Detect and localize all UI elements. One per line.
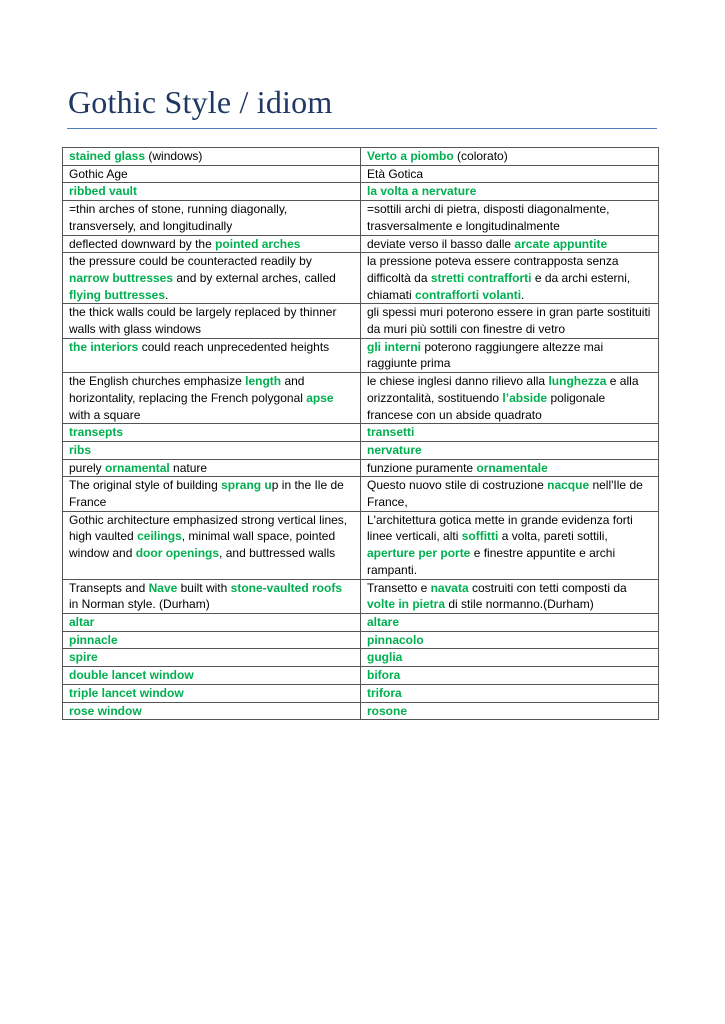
table-row: [63, 338, 659, 372]
keyword-text: double lancet window: [69, 668, 194, 683]
table-row: [63, 649, 659, 667]
plain-text: e alla orizzontalità, sostituendo: [367, 374, 639, 405]
keyword-text: arcate appuntite: [514, 236, 608, 251]
italian-term-cell: [361, 613, 659, 631]
keyword-text: ornamental: [105, 460, 170, 475]
keyword-text: stained glass: [69, 149, 146, 163]
keyword-text: pinnacle: [69, 632, 118, 647]
english-term-cell: [63, 304, 361, 338]
keyword-text: sprang u: [221, 478, 272, 493]
italian-term-cell: [361, 165, 659, 183]
table-row: [63, 304, 659, 338]
italian-term-cell: [361, 631, 659, 649]
table-row: [63, 148, 659, 166]
english-term-cell: [63, 165, 361, 183]
italian-term-cell: [361, 459, 659, 477]
plain-text: nell'Ile de France,: [367, 478, 643, 510]
english-term-cell: [63, 702, 361, 720]
plain-text: Questo nuovo stile di costruzione: [367, 478, 548, 493]
keyword-text: length: [245, 374, 282, 389]
table-row: [63, 441, 659, 459]
plain-text: funzione puramente: [367, 460, 477, 475]
italian-term-cell: [361, 338, 659, 372]
keyword-text: stone-vaulted roofs: [230, 580, 343, 595]
keyword-text: stretti contrafforti: [430, 270, 532, 285]
italian-term-cell: [361, 373, 659, 424]
plain-text: di stile normanno.(Durham): [445, 597, 594, 612]
italian-term-cell: [361, 304, 659, 338]
keyword-text: triple lancet window: [69, 685, 184, 700]
plain-text: Transepts and: [69, 580, 149, 595]
keyword-text: altar: [69, 614, 95, 629]
title-underline: [67, 128, 657, 129]
plain-text: deflected downward by the: [69, 236, 216, 251]
table-row: [63, 579, 659, 613]
glossary-body: [63, 148, 659, 720]
plain-text: in Norman style. (Durham): [69, 597, 210, 612]
page-title: Gothic Style / idiom: [68, 84, 333, 120]
keyword-text: spire: [69, 650, 98, 665]
plain-text: L'architettura gotica mette in grande evidenza forti linee verticali, alti: [367, 512, 633, 544]
english-term-cell: [63, 667, 361, 685]
plain-text: le chiese inglesi danno rilievo alla: [367, 374, 549, 389]
italian-term-cell: [361, 477, 659, 511]
english-term-cell: [63, 201, 361, 235]
plain-text: the thick walls could be largely replaced by thinner walls with glass windows: [69, 305, 337, 337]
plain-text: Età Gotica: [367, 166, 424, 181]
keyword-text: ribbed vault: [69, 184, 138, 199]
plain-text: =sottili archi di pietra, disposti diagonalmente, trasversalmente e longitudinalmente: [367, 202, 610, 233]
italian-term-cell: [361, 579, 659, 613]
keyword-text: aperture per porte: [367, 546, 471, 561]
keyword-text: nacque: [547, 478, 590, 493]
english-term-cell: [63, 183, 361, 201]
keyword-text: la volta a nervature: [367, 184, 477, 199]
keyword-text: door openings: [135, 546, 220, 561]
english-term-cell: [63, 148, 361, 166]
keyword-text: altare: [367, 614, 400, 629]
italian-term-cell: [361, 441, 659, 459]
table-row: [63, 373, 659, 424]
english-term-cell: [63, 441, 361, 459]
keyword-text: l’abside: [502, 390, 548, 405]
keyword-text: nervature: [367, 442, 422, 457]
plain-text: , minimal wall space, pointed window and: [69, 529, 336, 561]
table-row: [63, 613, 659, 631]
table-row: [63, 684, 659, 702]
keyword-text: apse: [306, 390, 334, 405]
table-row: [63, 667, 659, 685]
english-term-cell: [63, 631, 361, 649]
keyword-text: lunghezza: [548, 374, 607, 389]
table-row: [63, 631, 659, 649]
table-row: [63, 183, 659, 201]
keyword-text: transetti: [367, 425, 415, 440]
plain-text: the English churches emphasize: [69, 374, 246, 389]
plain-text: and by external arches, called: [173, 270, 336, 285]
italian-term-cell: [361, 667, 659, 685]
italian-term-cell: [361, 235, 659, 253]
keyword-text: pinnacolo: [367, 632, 424, 647]
plain-text: could reach unprecedented heights: [138, 339, 330, 354]
plain-text: e da archi esterni, chiamati: [367, 270, 631, 302]
keyword-text: contrafforti volanti: [415, 287, 522, 302]
english-term-cell: [63, 235, 361, 253]
table-row: [63, 253, 659, 304]
italian-term-cell: [361, 148, 659, 166]
english-term-cell: [63, 511, 361, 579]
plain-text: nature: [169, 460, 208, 475]
table-row: [63, 235, 659, 253]
plain-text: built with: [177, 580, 231, 595]
table-row: [63, 459, 659, 477]
keyword-text: navata: [430, 580, 469, 595]
english-term-cell: [63, 253, 361, 304]
keyword-text: Nave: [148, 580, 178, 595]
glossary-table: [62, 147, 659, 720]
plain-text: the pressure could be counteracted readily by: [69, 254, 312, 269]
plain-text: and horizontality, replacing the French polygonal: [69, 374, 307, 405]
keyword-text: trifora: [367, 685, 402, 700]
keyword-text: guglia: [367, 650, 403, 665]
english-term-cell: [63, 338, 361, 372]
plain-text: e finestre appuntite e archi rampanti.: [367, 546, 616, 577]
plain-text: (windows): [145, 149, 203, 163]
english-term-cell: [63, 684, 361, 702]
italian-term-cell: [361, 424, 659, 442]
italian-term-cell: [361, 253, 659, 304]
keyword-text: rosone: [367, 703, 408, 718]
english-term-cell: [63, 373, 361, 424]
plain-text: a volta, pareti sottili,: [498, 529, 608, 544]
keyword-text: bifora: [367, 668, 401, 683]
plain-text: with a square: [69, 407, 141, 422]
table-row: [63, 511, 659, 579]
keyword-text: pointed arches: [215, 236, 301, 251]
plain-text: purely: [69, 460, 106, 475]
keyword-text: transepts: [69, 425, 124, 440]
keyword-text: ornamentale: [476, 460, 548, 475]
plain-text: deviate verso il basso dalle: [367, 236, 515, 251]
plain-text: .: [521, 287, 525, 302]
keyword-text: soffitti: [461, 529, 499, 544]
italian-term-cell: [361, 684, 659, 702]
english-term-cell: [63, 424, 361, 442]
table-row: [63, 424, 659, 442]
table-row: [63, 165, 659, 183]
italian-term-cell: [361, 702, 659, 720]
english-term-cell: [63, 613, 361, 631]
keyword-text: ribs: [69, 442, 92, 457]
keyword-text: the interiors: [69, 339, 139, 354]
plain-text: .: [165, 287, 169, 302]
english-term-cell: [63, 477, 361, 511]
plain-text: poligonale francese con un abside quadrato: [367, 390, 606, 422]
plain-text: gli spessi muri poterono essere in gran parte sostituiti da muri più sottili con finestre di vetro: [367, 305, 651, 337]
plain-text: (colorato): [453, 149, 508, 163]
plain-text: poterono raggiungere altezze mai raggiunte prima: [367, 339, 604, 371]
plain-text: la pressione poteva essere contrapposta senza difficoltà da: [367, 254, 619, 285]
keyword-text: rose window: [69, 703, 142, 718]
keyword-text: volte in pietra: [367, 597, 446, 612]
table-row: [63, 702, 659, 720]
table-row: [63, 477, 659, 511]
italian-term-cell: [361, 201, 659, 235]
keyword-text: narrow buttresses: [69, 270, 174, 285]
plain-text: The original style of building: [69, 478, 222, 493]
plain-text: =thin arches of stone, running diagonally, transversely, and longitudinally: [69, 202, 288, 233]
english-term-cell: [63, 579, 361, 613]
italian-term-cell: [361, 511, 659, 579]
english-term-cell: [63, 459, 361, 477]
plain-text: Transetto e: [367, 580, 431, 595]
keyword-text: gli interni: [367, 339, 421, 354]
plain-text: Gothic architecture emphasized strong vertical lines, high vaulted: [69, 512, 348, 544]
keyword-text: flying buttresses: [69, 287, 166, 302]
plain-text: p in the Ile de France: [69, 478, 344, 510]
plain-text: Gothic Age: [69, 166, 128, 181]
plain-text: costruiti con tetti composti da: [468, 580, 627, 595]
table-row: [63, 201, 659, 235]
keyword-text: ceilings: [137, 529, 182, 544]
plain-text: , and buttressed walls: [219, 546, 336, 561]
italian-term-cell: [361, 649, 659, 667]
keyword-text: Verto a piombo: [367, 149, 454, 163]
italian-term-cell: [361, 183, 659, 201]
english-term-cell: [63, 649, 361, 667]
